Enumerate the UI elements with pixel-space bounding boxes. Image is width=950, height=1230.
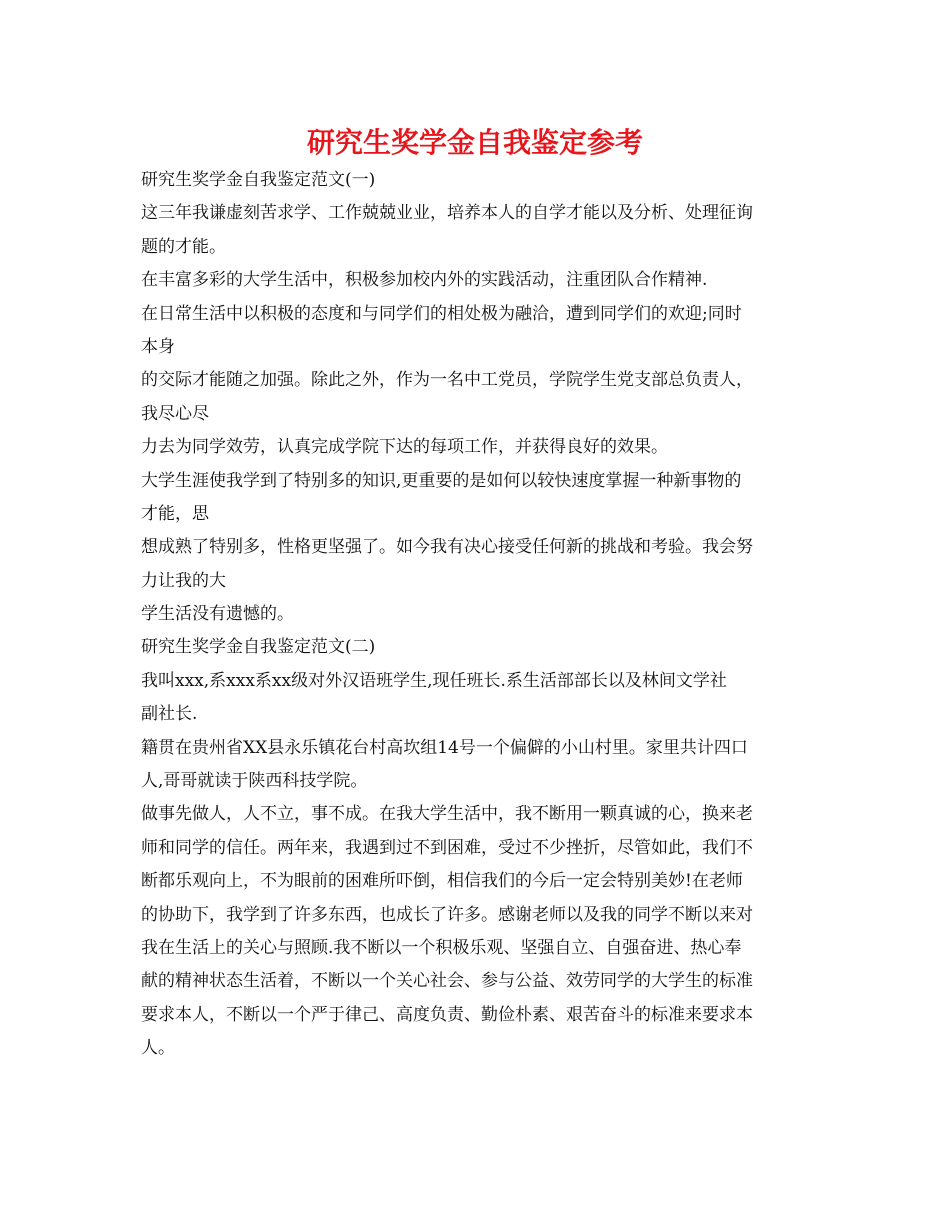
text-line: 人。 bbox=[141, 1038, 175, 1059]
text-line: 本身 bbox=[141, 336, 175, 357]
text-line: 断都乐观向上，不为眼前的困难所吓倒，相信我们的今后一定会特别美妙!在老师 bbox=[141, 871, 743, 892]
text-line: 师和同学的信任。两年来，我遇到过不到困难，受过不少挫折，尽管如此，我们不 bbox=[141, 837, 753, 858]
text-line: 想成熟了特别多，性格更坚强了。如今我有决心接受任何新的挑战和考验。我会努 bbox=[141, 537, 753, 558]
text-line: 题的才能。 bbox=[141, 236, 226, 257]
text-line: 我叫xxx,系xxx系xx级对外汉语班学生,现任班长.系生活部部长以及林间文学社 bbox=[141, 670, 727, 691]
text-line: 的交际才能随之加强。除此之外，作为一名中工党员，学院学生党支部总负责人， bbox=[141, 370, 753, 391]
document-body bbox=[141, 164, 821, 1066]
text-line: 研究生奖学金自我鉴定范文(二) bbox=[141, 637, 376, 658]
text-line: 研究生奖学金自我鉴定范文(一) bbox=[141, 170, 376, 190]
text-line: 在丰富多彩的大学生活中，积极参加校内外的实践活动，注重团队合作精神. bbox=[141, 270, 708, 291]
text-line: 副社长. bbox=[141, 704, 198, 725]
text-line: 力去为同学效劳，认真完成学院下达的每项工作，并获得良好的效果。 bbox=[141, 437, 668, 458]
text-line: 做事先做人，人不立，事不成。在我大学生活中，我不断用一颗真诚的心，换来老 bbox=[141, 804, 753, 825]
text-line: 的协助下，我学到了许多东西，也成长了许多。感谢老师以及我的同学不断以来对 bbox=[141, 904, 753, 925]
text-line: 力让我的大 bbox=[141, 570, 226, 591]
document-title: 研究生奖学金自我鉴定参考 bbox=[306, 126, 643, 159]
text-line: 这三年我谦虚刻苦求学、工作兢兢业业，培养本人的自学才能以及分析、处理征询 bbox=[141, 203, 753, 224]
text-line: 籍贯在贵州省XX县永乐镇花台村高坎组14号一个偏僻的小山村里。家里共计四口 bbox=[141, 737, 748, 758]
text-line: 我尽心尽 bbox=[141, 403, 209, 424]
text-line: 我在生活上的关心与照顾.我不断以一个积极乐观、坚强自立、自强奋进、热心奉 bbox=[141, 937, 742, 958]
text-line: 大学生涯使我学到了特别多的知识,更重要的是如何以较快速度掌握一种新事物的 bbox=[141, 470, 742, 491]
text-line: 献的精神状态生活着，不断以一个关心社会、参与公益、效劳同学的大学生的标准 bbox=[141, 971, 753, 992]
text-line: 要求本人，不断以一个严于律己、高度负责、勤俭朴素、艰苦奋斗的标准来要求本 bbox=[141, 1004, 753, 1025]
text-line: 在日常生活中以积极的态度和与同学们的相处极为融洽，遭到同学们的欢迎;同时 bbox=[141, 303, 742, 324]
text-line: 才能，思 bbox=[141, 503, 209, 524]
text-line: 人,哥哥就读于陕西科技学院。 bbox=[141, 771, 368, 792]
text-line: 学生活没有遗憾的。 bbox=[141, 604, 294, 625]
